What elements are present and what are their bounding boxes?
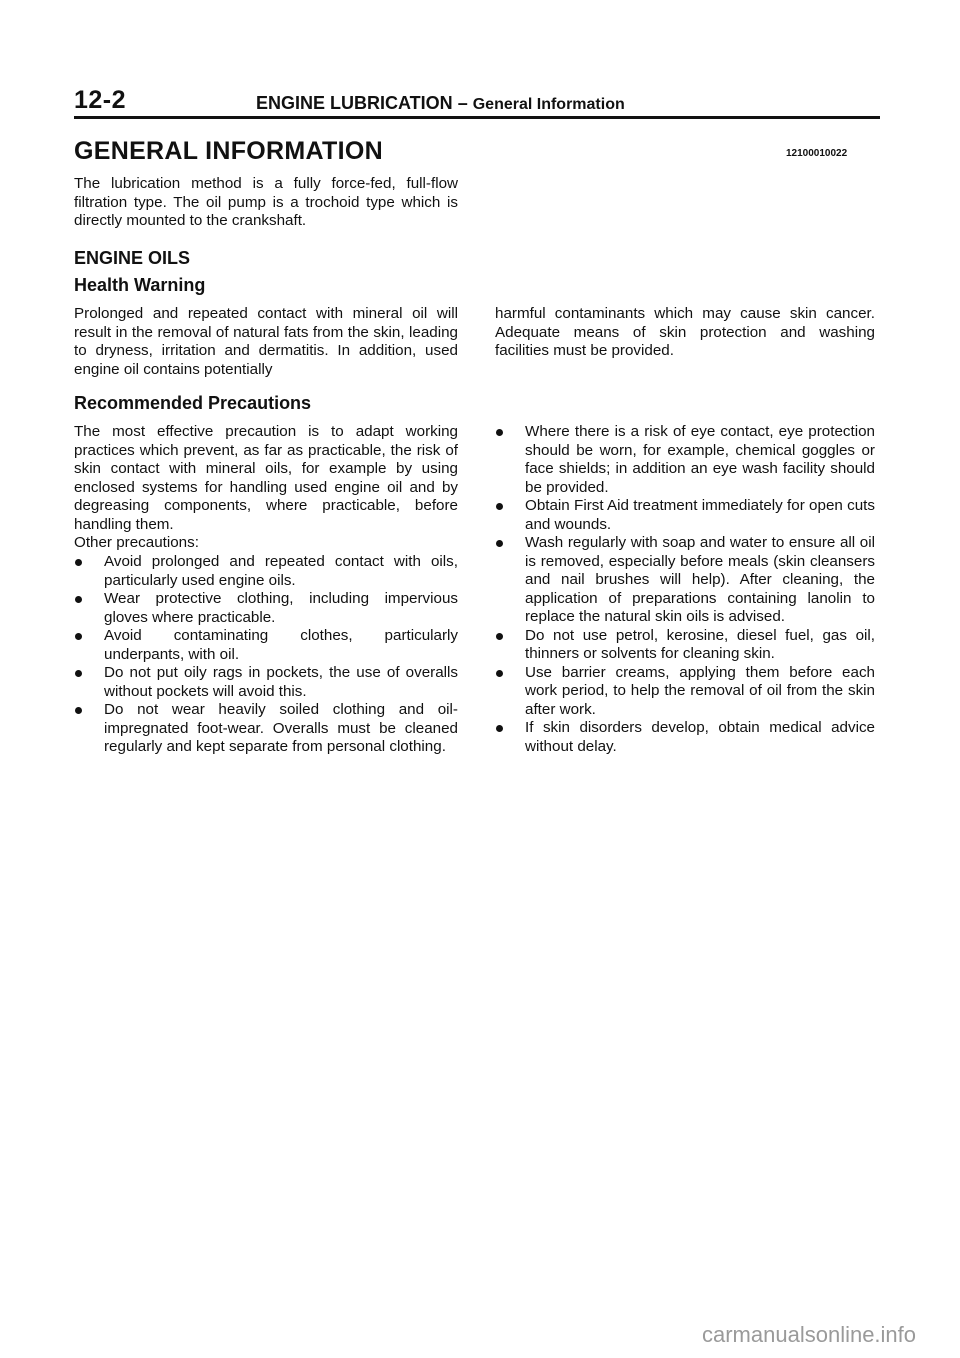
list-item: Where there is a risk of eye contact, eye protection should be worn, for example, chemical goggles or face shields; in addition an eye wash facility should be provided.: [495, 423, 875, 497]
other-precautions-label: Other precautions:: [74, 534, 199, 551]
health-warning-heading: Health Warning: [74, 275, 206, 295]
precautions-heading: Recommended Precautions: [74, 393, 312, 413]
header-rule: [74, 116, 880, 119]
list-item: Do not use petrol, kerosine, diesel fuel, gas oil, thinners or solvents for cleaning skin.: [495, 627, 875, 664]
bullet-icon: [496, 633, 503, 640]
precautions-list-left: [74, 553, 458, 757]
engine-oils-heading: ENGINE OILS: [74, 248, 191, 268]
chapter-title: ENGINE LUBRICATION: [256, 93, 453, 113]
health-warning-text-right: harmful contaminants which may cause skin cancer. Adequate means of skin protection and washing facilities must be provided.: [495, 305, 875, 359]
document-code: 12100010022: [786, 148, 848, 159]
list-item: Use barrier creams, applying them before each work period, to help the removal of oil from the skin after work.: [495, 664, 875, 720]
precautions-list-right: [495, 423, 875, 756]
list-item: Obtain First Aid treatment immediately for open cuts and wounds.: [495, 497, 875, 534]
running-title: [256, 93, 625, 114]
bullet-icon: [75, 707, 82, 714]
bullet-icon: [496, 429, 503, 436]
intro-paragraph: The lubrication method is a fully force-fed, full-flow filtration type. The oil pump is a trochoid type which is directly mounted to the crankshaft.: [74, 175, 458, 229]
bullet-icon: [496, 670, 503, 677]
title-dash: –: [457, 93, 468, 113]
list-item: Wash regularly with soap and water to ensure all oil is removed, especially before meals (skin cleansers and nail brushes will help). After cleaning, the application of preparations containing lanolin to replace the natural skin oils is advised.: [495, 534, 875, 627]
bullet-icon: [496, 725, 503, 732]
list-item: Do not put oily rags in pockets, the use of overalls without pockets will avoid this.: [74, 664, 458, 701]
section-subtitle: General Information: [472, 96, 625, 113]
bullet-icon: [496, 503, 503, 510]
bullet-icon: [75, 633, 82, 640]
list-item: Avoid contaminating clothes, particularly underpants, with oil.: [74, 627, 458, 664]
bullet-icon: [75, 670, 82, 677]
watermark: carmanualsonline.info: [702, 1322, 917, 1347]
list-item: If skin disorders develop, obtain medical advice without delay.: [495, 719, 875, 756]
bullet-icon: [75, 596, 82, 603]
section-title: GENERAL INFORMATION: [74, 137, 383, 165]
precautions-intro: The most effective precaution is to adapt working practices which prevent, as far as practicable, the risk of skin contact with mineral oils, for example by using enclosed systems for handling used engine oil and by degreasing components, where practicable, before handling them.: [74, 423, 458, 533]
list-item: Avoid prolonged and repeated contact with oils, particularly used engine oils.: [74, 553, 458, 590]
page-number: 12-2: [74, 86, 127, 114]
health-warning-text-left: Prolonged and repeated contact with mineral oil will result in the removal of natural fats from the skin, leading to dryness, irritation and dermatitis. In addition, used engine oil contains potentially: [74, 305, 458, 378]
list-item: Wear protective clothing, including impervious gloves where practicable.: [74, 590, 458, 627]
list-item: Do not wear heavily soiled clothing and oil-impregnated foot-wear. Overalls must be cleaned regularly and kept separate from personal clothing.: [74, 701, 458, 757]
bullet-icon: [496, 540, 503, 547]
page-header: [74, 86, 880, 116]
bullet-icon: [75, 559, 82, 566]
